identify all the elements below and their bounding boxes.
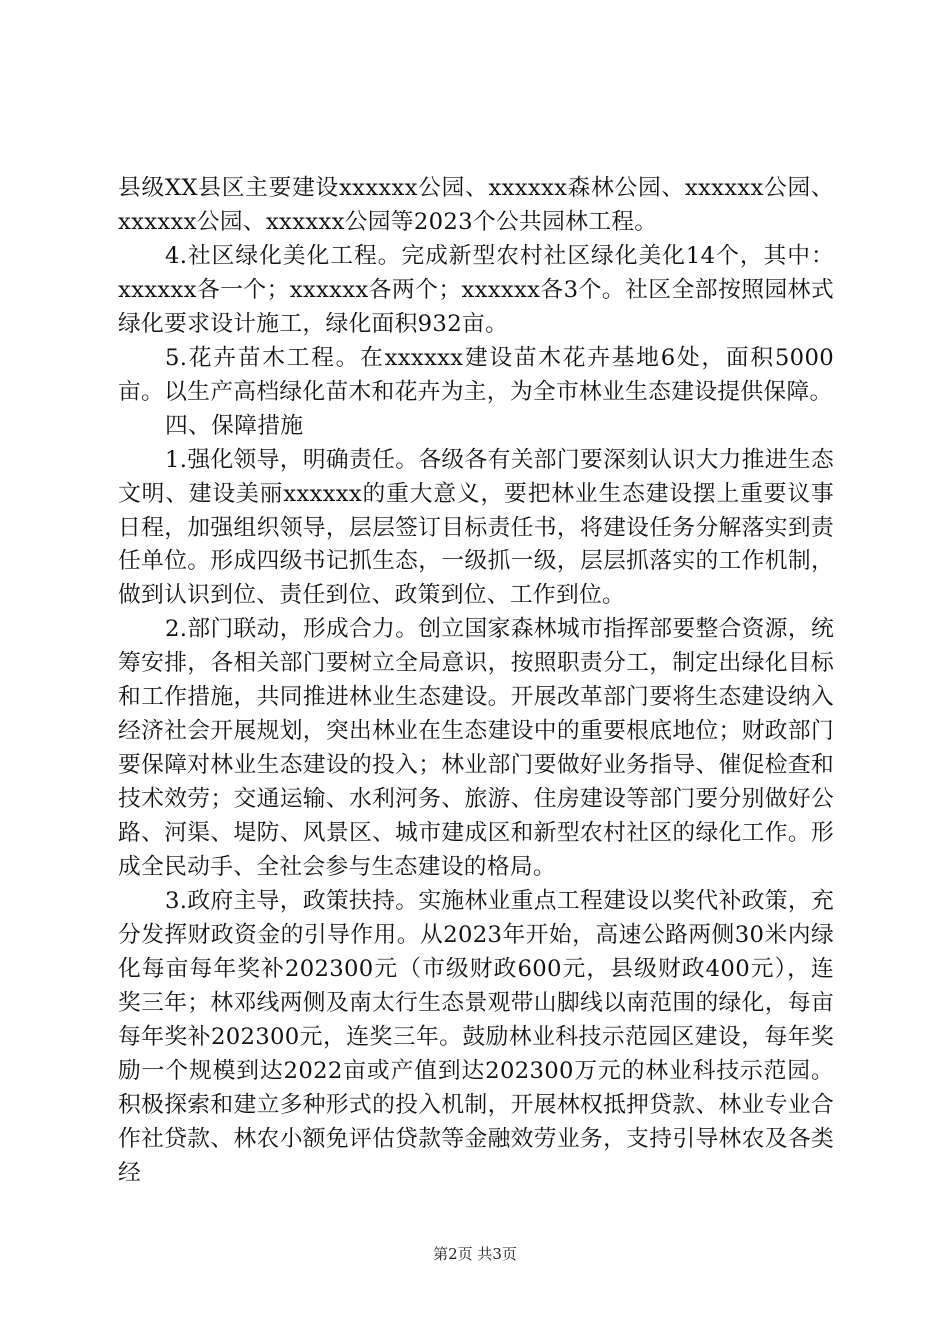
- paragraph-community-greening: 4.社区绿化美化工程。完成新型农村社区绿化美化14个，其中：xxxxxx各一个；xxxxxx各两个；xxxxxx各3个。社区全部按照园林式绿化要求设计施工，绿化面积932亩。: [118, 242, 834, 337]
- paragraph-continuation: 县级XX县区主要建设xxxxxx公园、xxxxxx森林公园、xxxxxx公园、xxxxxx公园、xxxxxx公园等2023个公共园林工程。: [118, 175, 834, 235]
- page-number-footer: 第2页 共3页: [433, 1245, 517, 1263]
- document-body: [118, 172, 834, 1191]
- paragraph-flower-nursery: 5.花卉苗木工程。在xxxxxx建设苗木花卉基地6处，面积5000亩。以生产高档绿化苗木和花卉为主，为全市林业生态建设提供保障。: [118, 344, 834, 405]
- paragraph-leadership: 1.强化领导，明确责任。各级各有关部门要深刻认识大力推进生态文明、建设美丽xxxxxx的重大意义，要把林业生态建设摆上重要议事日程，加强组织领导，层层签订目标责任书，将建设任务分解落实到责任单位。形成四级书记抓生态，一级抓一级，层层抓落实的工作机制，做到认识到位、责任到位、政策到位、工作到位。: [118, 446, 834, 609]
- paragraph-department-coordination: 2.部门联动，形成合力。创立国家森林城市指挥部要整合资源，统筹安排，各相关部门要树立全局意识，按照职责分工，制定出绿化目标和工作措施，共同推进林业生态建设。开展改革部门要将生态建设纳入经济社会开展规划，突出林业在生态建设中的重要根底地位；财政部门要保障对林业生态建设的投入；林业部门要做好业务指导、催促检查和技术效劳；交通运输、水利河务、旅游、住房建设等部门要分别做好公路、河渠、堤防、风景区、城市建成区和新型农村社区的绿化工作。形成全民动手、全社会参与生态建设的格局。: [118, 616, 834, 881]
- section-heading-safeguards: 四、保障措施: [165, 412, 304, 439]
- paragraph-government-policy: 3.政府主导，政策扶持。实施林业重点工程建设以奖代补政策，充分发挥财政资金的引导作用。从2023年开始，高速公路两侧30米内绿化每亩每年奖补202300元（市级财政600元，县级财政400元），连奖三年；林邓线两侧及南太行生态景观带山脚线以南范围的绿化，每亩每年奖补202300元，连奖三年。鼓励林业科技示范园区建设，每年奖励一个规模到达2022亩或产值到达202300万元的林业科技示范园。积极探索和建立多种形式的投入机制，开展林权抵押贷款、林业专业合作社贷款、林农小额免评估贷款等金融效劳业务，支持引导林农及各类经: [118, 888, 834, 1186]
